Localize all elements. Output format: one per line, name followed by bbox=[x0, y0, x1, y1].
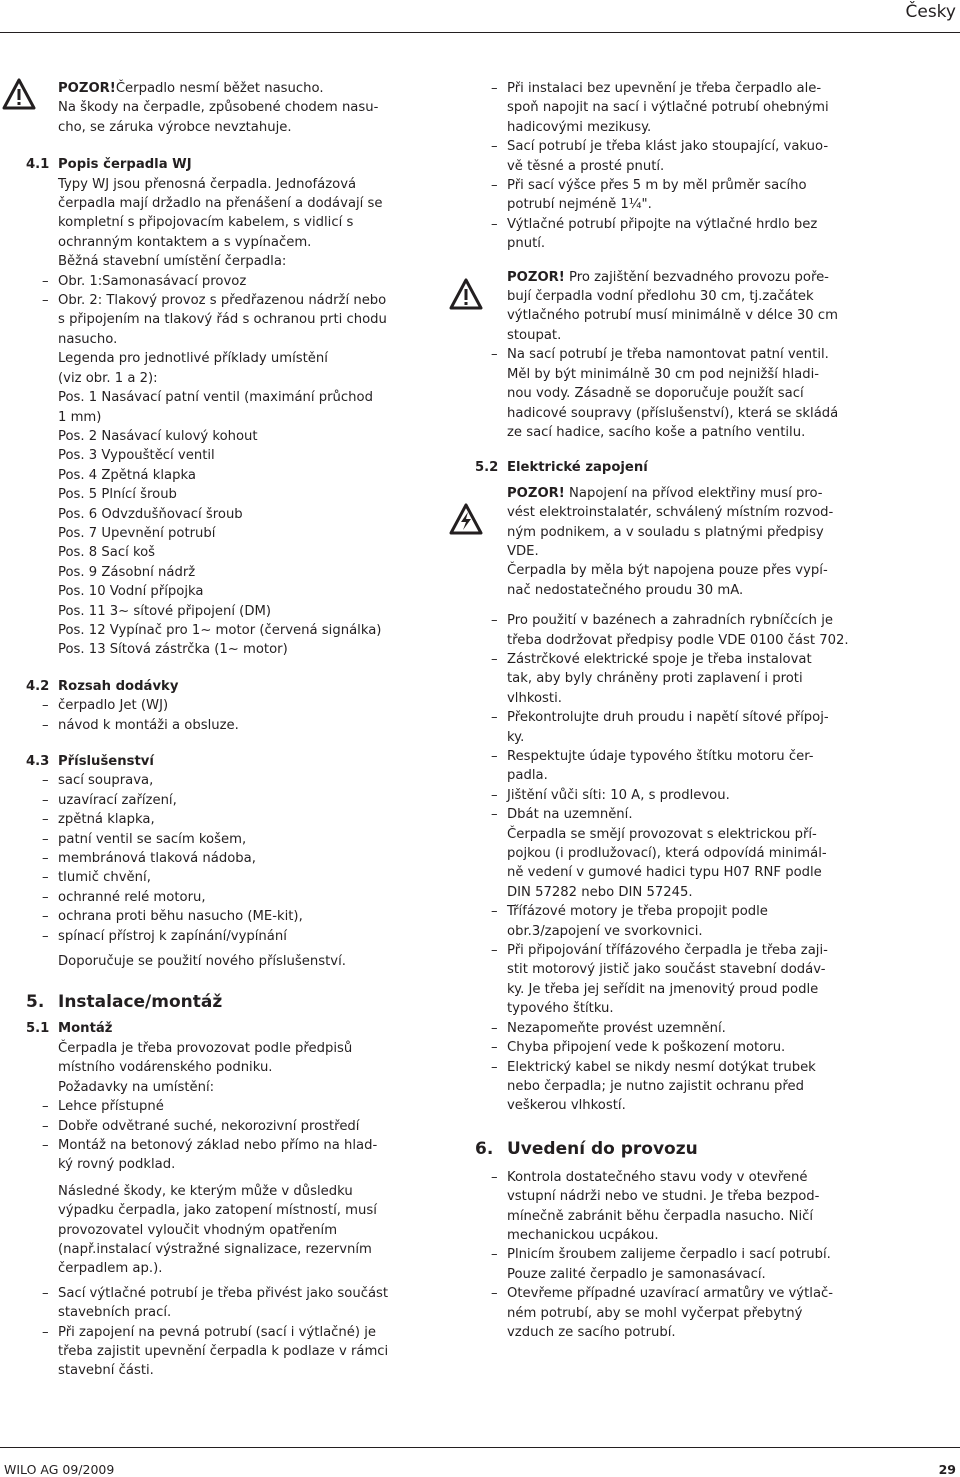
list-item: – Jištění vůči síti: 10 A, s prodlevou. bbox=[507, 786, 857, 805]
right-column: – Při instalaci bez upevnění je třeba čerpadlo ale- spoň napojit na sací i výtlačné potrubí ohebnými hadicovými mezikusy. – Sací potrubí je třeba klást jako stoupající, vakuo- vě těsné a prosté pnutí. – Při sací výšce přes 5 m by měl průměr sacího potrubí nejméně 1¼". – Výtlačné potrubí připojte na výtlačné hrdlo bez pnutí. POZOR! Pro zajištění bezvadného provozu poře- bují čerpadla vodní předlohu 30 cm, tj.začátek výtlačného potrubí musí minimálně v délce 30 cm stoupat. – Na sací potrubí je třeba namontovat patní ventil. Měl by být minimálně 30 cm pod nejnižší hladi- nou vody. Zásadně se doporučuje použít sací hadicové soupravy (příslušenství), která se skládá ze sací hadice, sacího koše a patního ventilu. 5.2 Elektrické zapojení POZOR! Napojení na přívod elektřiny musí pro- vést elektroinstalatér, schválený místním rozvod- ným podnikem, a v souladu s platnými předpisy VDE. Čerpadla by měla být napojena pouze přes vypí- nač nedostatečného proudu 30 mA. – Pro použití v bazénech a zahradních rybníčcích je třeba dodržovat předpisy podle VDE 0100 část 702. – Zástrčkové elektrické spoje je třeba instalovat tak, aby byly chráněny proti zaplavení i proti vlhkosti. – Překontrolujte druh proudu i napětí sítové přípoj- ky. – Respektujte údaje typového štítku motoru čer- padla. – Jištění vůči síti: 10 A, s prodlevou. – Dbát na uzemnění. Čerpadla se smějí provozovat s elektrickou pří- pojkou (i prodlužovací), která odpovídá minimál- ně vedení v gumové hadici typu H07 RNF podle DIN 57282 nebo DIN 57245. – Třífázové motory je třeba propojit podle obr.3/zapojení ve svorkovnici. – Při připojování třífázového čerpadla je třeba zaji- stit motorový jistič jako součást stavební dodáv- ky. Je třeba jej seřídit na jmenovitý proud podle typového štítku. – Nezapomeňte provést uzemnění. – Chyba připojení vede k poškození motoru. – Elektrický kabel se nikdy nesmí dotýkat trubek nebo čerpadla; je nutno zajistit ochranu před veškerou vlhkostí. 6. Uvedení do provozu – Kontrola dostatečného stavu vody v otevřené vstupní nádrži nebo ve studni. Je třeba bezpod- mínečně zabránit běhu čerpadla nasucho. Ničí mechanickou ucpákou. – Plnicím šroubem zalijeme čerpadlo i sací potrubí. Pouze zalité čerpadlo je samonasávací. – Otevřeme případné uzavírací armatůry ve výtlač- ném potrubí, aby se mohl vyčerpat přebytný vzduch ze sacího potrubí. bbox=[507, 79, 857, 1342]
section-4-2-heading: 4.2 Rozsah dodávky bbox=[26, 678, 179, 694]
list-item: – Dbát na uzemnění. bbox=[507, 805, 857, 824]
page-number: 29 bbox=[938, 1462, 956, 1477]
language-label: Česky bbox=[905, 2, 956, 22]
list-item: – Při zapojení na pevná potrubí (sací i výtlačné) je bbox=[58, 1323, 448, 1342]
list-item: – Pro použití v bazénech a zahradních rybníčcích je bbox=[507, 611, 857, 630]
list-item: – Obr. 1:Samonasávací provoz bbox=[58, 272, 448, 291]
list-item: – Zástrčkové elektrické spoje je třeba instalovat bbox=[507, 650, 857, 669]
list-item: – Chyba připojení vede k poškození motoru. bbox=[507, 1038, 857, 1057]
list-item: – patní ventil se sacím košem, bbox=[58, 830, 448, 849]
list-item: – Otevřeme případné uzavírací armatůry ve výtlač- bbox=[507, 1284, 857, 1303]
section-5-heading: 5. Instalace/montáž bbox=[26, 992, 223, 1013]
footer-company: WILO AG 09/2009 bbox=[4, 1462, 115, 1477]
section-4-3-heading: 4.3 Příslušenství bbox=[26, 754, 154, 769]
list-item: – Kontrola dostatečného stavu vody v otevřené bbox=[507, 1168, 857, 1187]
list-item: – Elektrický kabel se nikdy nesmí dotýkat trubek bbox=[507, 1058, 857, 1077]
section-4-1-heading: 4.1 Popis čerpadla WJ bbox=[26, 157, 192, 173]
list-item: – sací souprava, bbox=[58, 771, 448, 790]
list-item: – Dobře odvětrané suché, nekorozivní prostředí bbox=[58, 1117, 448, 1136]
list-item: – Obr. 2: Tlakový provoz s předřazenou nádrží nebo bbox=[58, 291, 448, 310]
warning-2: POZOR! Pro zajištění bezvadného provozu poře- bbox=[507, 269, 829, 285]
section-6-heading: 6. Uvedení do provozu bbox=[475, 1138, 698, 1159]
left-column: POZOR!Čerpadlo nesmí běžet nasucho. Na škody na čerpadle, způsobené chodem nasu- cho, se záruka výrobce nevztahuje. 4.1 Popis čerpadla WJ Typy WJ jsou přenosná čerpadla. Jednofázová čerpadla mají držadlo na přenášení a dodávají se kompletní s připojovacím kabelem, s vidlicí s ochranným kontaktem a s vypínačem. Běžná stavební umístění čerpadla: – Obr. 1:Samonasávací provoz – Obr. 2: Tlakový provoz s předřazenou nádrží nebo s připojením na tlakový řád s ochranou prti chodu nasucho. Legenda pro jednotlivé příklady umístění (viz obr. 1 a 2): Pos. 1 Nasávací patní ventil (maximání průchod 1 mm) Pos. 2 Nasávací kulový kohout Pos. 3 Vypouštěcí ventil Pos. 4 Zpětná klapka Pos. 5 Plnící šroub Pos. 6 Odvzdušňovací šroub Pos. 7 Upevnění potrubí Pos. 8 Sací koš Pos. 9 Zásobní nádrž Pos. 10 Vodní přípojka Pos. 11 3~ sítové připojení (DM) Pos. 12 Vypínač pro 1~ motor (červená signálka) Pos. 13 Sítová zástrčka (1~ motor) 4.2 Rozsah dodávky – čerpadlo Jet (WJ) – návod k montáži a obsluze. 4.3 Příslušenství – sací souprava, – uzavírací zařízení, – zpětná klapka, – patní ventil se sacím košem, – membránová tlaková nádoba, – tlumič chvění, – ochranné relé motoru, – ochrana proti běhu nasucho (ME-kit), – spínací přístroj k zapínání/vypínání Doporučuje se použití nového příslušenství. 5. Instalace/montáž 5.1 Montáž Čerpadla je třeba provozovat podle předpisů místního vodárenského podniku. Požadavky na umístění: – Lehce přístupné – Dobře odvětrané suché, nekorozivní prostředí – Montáž na betonový základ nebo přímo na hlad- ký rovný podklad. Následné škody, ke kterým může v důsledku výpadku čerpadla, jako zatopení místností, musí provozovatel vyloučit vhodným opatřením (např.instalací výstražné signalizace, rezervním čerpadlem ap.). – Sací výtlačné potrubí je třeba přivést jako součást stavebních prací. – Při zapojení na pevná potrubí (sací i výtlačné) je třeba zajistit upevnění čerpadla k podlaze v rámci stavební části. bbox=[58, 79, 448, 1381]
list-item: – Plnicím šroubem zalijeme čerpadlo i sací potrubí. bbox=[507, 1245, 857, 1264]
accessory-note: Doporučuje se použití nového příslušenství. bbox=[58, 954, 346, 970]
list-item: – Při instalaci bez upevnění je třeba čerpadlo ale- bbox=[507, 79, 857, 98]
list-item: – Třífázové motory je třeba propojit podle bbox=[507, 902, 857, 921]
electrical-hazard-icon bbox=[449, 503, 483, 535]
list-item: – Sací potrubí je třeba klást jako stoupající, vakuo- bbox=[507, 137, 857, 156]
list-item: – Respektujte údaje typového štítku motoru čer- bbox=[507, 747, 857, 766]
list-item: – Lehce přístupné bbox=[58, 1097, 448, 1116]
list-item: – Nezapomeňte provést uzemnění. bbox=[507, 1019, 857, 1038]
list-item: – membránová tlaková nádoba, bbox=[58, 849, 448, 868]
list-item: – Při sací výšce přes 5 m by měl průměr sacího bbox=[507, 176, 857, 195]
section-5-1-heading: 5.1 Montáž bbox=[26, 1021, 113, 1037]
list-item: – Montáž na betonový základ nebo přímo na hlad- bbox=[58, 1136, 448, 1155]
list-item: – ochranné relé motoru, bbox=[58, 888, 448, 907]
footer-rule bbox=[0, 1447, 960, 1448]
list-item: – tlumič chvění, bbox=[58, 868, 448, 887]
warning-triangle-icon bbox=[449, 278, 483, 310]
list-item: – Na sací potrubí je třeba namontovat patní ventil. bbox=[507, 345, 857, 364]
list-item: – čerpadlo Jet (WJ) bbox=[58, 696, 448, 715]
list-item: – Výtlačné potrubí připojte na výtlačné hrdlo bez bbox=[507, 215, 857, 234]
list-item: – uzavírací zařízení, bbox=[58, 791, 448, 810]
list-item: – návod k montáži a obsluze. bbox=[58, 716, 448, 735]
list-item: – spínací přístroj k zapínání/vypínání bbox=[58, 927, 448, 946]
warning-triangle-icon bbox=[2, 78, 36, 110]
header-rule bbox=[0, 32, 960, 33]
warning-3: POZOR! Napojení na přívod elektřiny musí pro- bbox=[507, 485, 823, 501]
list-item: – Sací výtlačné potrubí je třeba přivést jako součást bbox=[58, 1284, 448, 1303]
list-item: – zpětná klapka, bbox=[58, 810, 448, 829]
list-item: – ochrana proti běhu nasucho (ME-kit), bbox=[58, 907, 448, 926]
warning-1: POZOR!Čerpadlo nesmí běžet nasucho. bbox=[58, 81, 324, 96]
list-item: – Překontrolujte druh proudu i napětí sítové přípoj- bbox=[507, 708, 857, 727]
list-item: – Při připojování třífázového čerpadla je třeba zaji- bbox=[507, 941, 857, 960]
section-5-2-heading: 5.2 Elektrické zapojení bbox=[475, 460, 648, 476]
